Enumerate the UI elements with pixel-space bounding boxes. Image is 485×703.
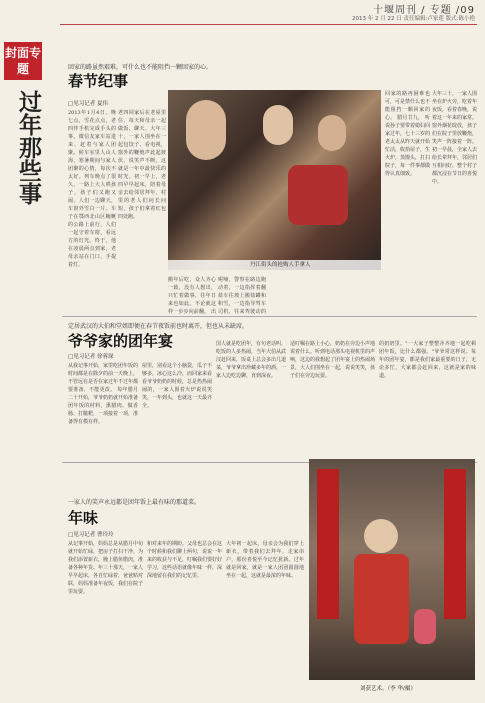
story1-photo bbox=[168, 90, 381, 270]
photo-child bbox=[414, 609, 436, 644]
story1-col5: 回家的路再困难也可，可是禁什么也不能阻挡一颗回家的心。 腊月廿九， 听说孙子要带着媳妇回家过年，七十三岁的老太太从昨天就开始忙活，收拾屋子，生火炉，蒸馒头，打扫院子，每一件事都做得认真细致。 bbox=[385, 91, 430, 177]
story3-title: 年味 bbox=[68, 509, 99, 527]
photo-face-2 bbox=[263, 105, 293, 145]
photo-face-3 bbox=[318, 115, 346, 151]
story1-byline: □见习记者 夏伟 bbox=[68, 101, 108, 107]
divider-1 bbox=[62, 316, 477, 317]
story1-lead: 回家的路虽然艰难，可什么也不能阻挡一颗回家的心。 bbox=[68, 64, 213, 71]
story2-col1: 从我记事开始，家里吃团年饭的时间都是在除夕的前一天晚上，不管远在是否在家过年不过年都要准备，不能更改。 每年腊月二十开始，爷爷奶奶就开始准备团年饭的材料，熏腊肉、做香肠、打糍粑，一项接着一项，准备得有模有样。 bbox=[68, 363, 138, 425]
story2-title: 爷爷家的团年宴 bbox=[68, 332, 174, 350]
header-rule bbox=[60, 24, 477, 25]
story1-col4: 呢喃，警察在路边跑动着，一边指挥着翻盐车往坡上搬盐罐和积雪，一边指导驾车司机，往来驾驶动的 bbox=[218, 277, 266, 315]
story2-byline: □见习记者 徐蓉琛 bbox=[68, 354, 114, 360]
story2-col4: 适叮嘱在路上小心，奶奶在旁边小声地说着什么。听到电话那头电视机里的声响，这边的我想起了团年宴上的热闹场景，大人们围坐在一起，说说笑笑，孩子们在旁边玩耍。 bbox=[290, 341, 375, 379]
story3-col3: 大年初一起床，母亲会为我们穿上新衣，带着我们去拜年，走家串户，那份喜悦至今记忆犹新。过年就是回家，就是一家人团团圆圆地坐在一起，这就是最浓的年味。 bbox=[226, 541, 304, 579]
story2-col5: 的奶奶里。"一大家子整整齐齐地一起吃顿团年饭，比什么都强。"爷爷常这样说。每年的团年宴，都是我们家最重要的日子，无论多忙，大家都会赶回来，这就是家的味道。 bbox=[379, 341, 476, 379]
story1-col3: 搬年后吃，众人齐心一致，没有人想出，只忙着做事，往年日来也如此。不论就这样一步步向前翻。 出 bbox=[168, 277, 216, 315]
story1-photo-caption: 丹江街头的抢购人手拿人 bbox=[250, 262, 311, 268]
story3-col2: 和对来年的期盼。父母也总会在这个时候和我们聊上两句，说说一年来的收获与不足，叮嘱我们要好好学习，这些话语就像年味一样，深深地留在我们的记忆里。 bbox=[147, 541, 222, 579]
story2-lead: 定居武汉的大伯和堂姐即便在春节夜饭前也时离开，但也从未缺席。 bbox=[68, 323, 249, 330]
photo-face-1 bbox=[186, 100, 226, 160]
section-tag: 封面专题 bbox=[4, 42, 42, 80]
photo-face bbox=[364, 519, 398, 553]
photo-red-dress bbox=[354, 554, 409, 644]
story1-col1: 2013年1月4日，晚七点，雪花点点，老四伴手机完成手头的事，微信友家车站进来，赶着与家人团聚。候车室里人山人海，寒暑期间与家人团聚的心情，每次不太好。列车晚点了很久，一路上大人哄孩子，孩子们又跑又闹，人们一边聊天，车窗外雪白一片。车子在鄂西北山区蜿蜒的公路上前行，人们一起守着车窗，看远方的灯光。终于，他在凌晨两点到家，老母亲站在门口，手提着灯。 bbox=[68, 110, 116, 268]
story3-byline: □见习记者 曹玲玲 bbox=[68, 532, 114, 538]
story3-col1: 从记事开始，妈妈总是从腊月中旬就开始忙碌，把房子打扫干净，为我们添置新衣，腌上腊鱼腊肉，准备各种年货。年三十那天，一家人早早起床，各自忙碌着，爸爸贴对联，妈妈准备年夜饭，我们在院子里玩耍。 bbox=[68, 541, 143, 595]
story1-title: 春节纪事 bbox=[68, 72, 129, 90]
issue-meta: 2013 年 2 月 22 日 责任编辑:卢家莲 版式:陈小艳 bbox=[352, 16, 475, 22]
newspaper-section-title: 十堰周刊 / 专题 /09 bbox=[373, 5, 475, 16]
photo-couplet-right bbox=[444, 469, 466, 619]
story2-col3: 国人就是吃团年，有句老话叫，吃饭的人多热闹，当年大伯从武汉赶回来，饭桌上总会多出几道菜，爷爷拿出珍藏多年的酒，一家人边吃边聊，直到深夜。 bbox=[216, 341, 286, 379]
photo-couplet-left bbox=[317, 469, 339, 619]
story3-photo-caption: 刘获艺术。（李 华/摄） bbox=[360, 686, 416, 692]
story3-lead: 一家人的笑声永远都是团年饭上最有味的那道菜。 bbox=[68, 499, 201, 506]
page-title: 过年那些事 bbox=[15, 90, 42, 205]
photo-red-coat bbox=[288, 165, 348, 225]
story3-photo bbox=[309, 459, 475, 680]
story2-col2: 屋里，别看这个小脑袋，瓜子不够多，冰心这么冷，而回家来看看爷爷奶奶的时候，总是热热闹闹的，一家人围着火炉说说笑笑，一年到头，也就这一天最齐全。 bbox=[142, 363, 212, 409]
story1-col6: 大年三十，一家人围坐在炉火旁，吃着年夜饭，看着春晚，说着这一年来的家常。窗外烟花绽放，孩子们在院子里放鞭炮，笑声一阵接着一阵。初一早晨，全家人去给长辈拜年，邻居们互相问好，整个村子都沉浸在节日的喜悦中。 bbox=[432, 91, 477, 185]
story1-col2: 老四回家后在老屋里住，每天和母亲一起做饭、聊天。大年三十，一家人围坐在一起包饺子、看电视，窗外的鞭炮声此起彼伏，说笑声不断，这就是一年中最快乐的时光。初一早上，老四早早起床，陪着母亲去给邻居拜年，村里的老人们问长问短，孩子们拿着红包四处跑。 bbox=[118, 110, 166, 220]
page-header bbox=[0, 0, 485, 26]
